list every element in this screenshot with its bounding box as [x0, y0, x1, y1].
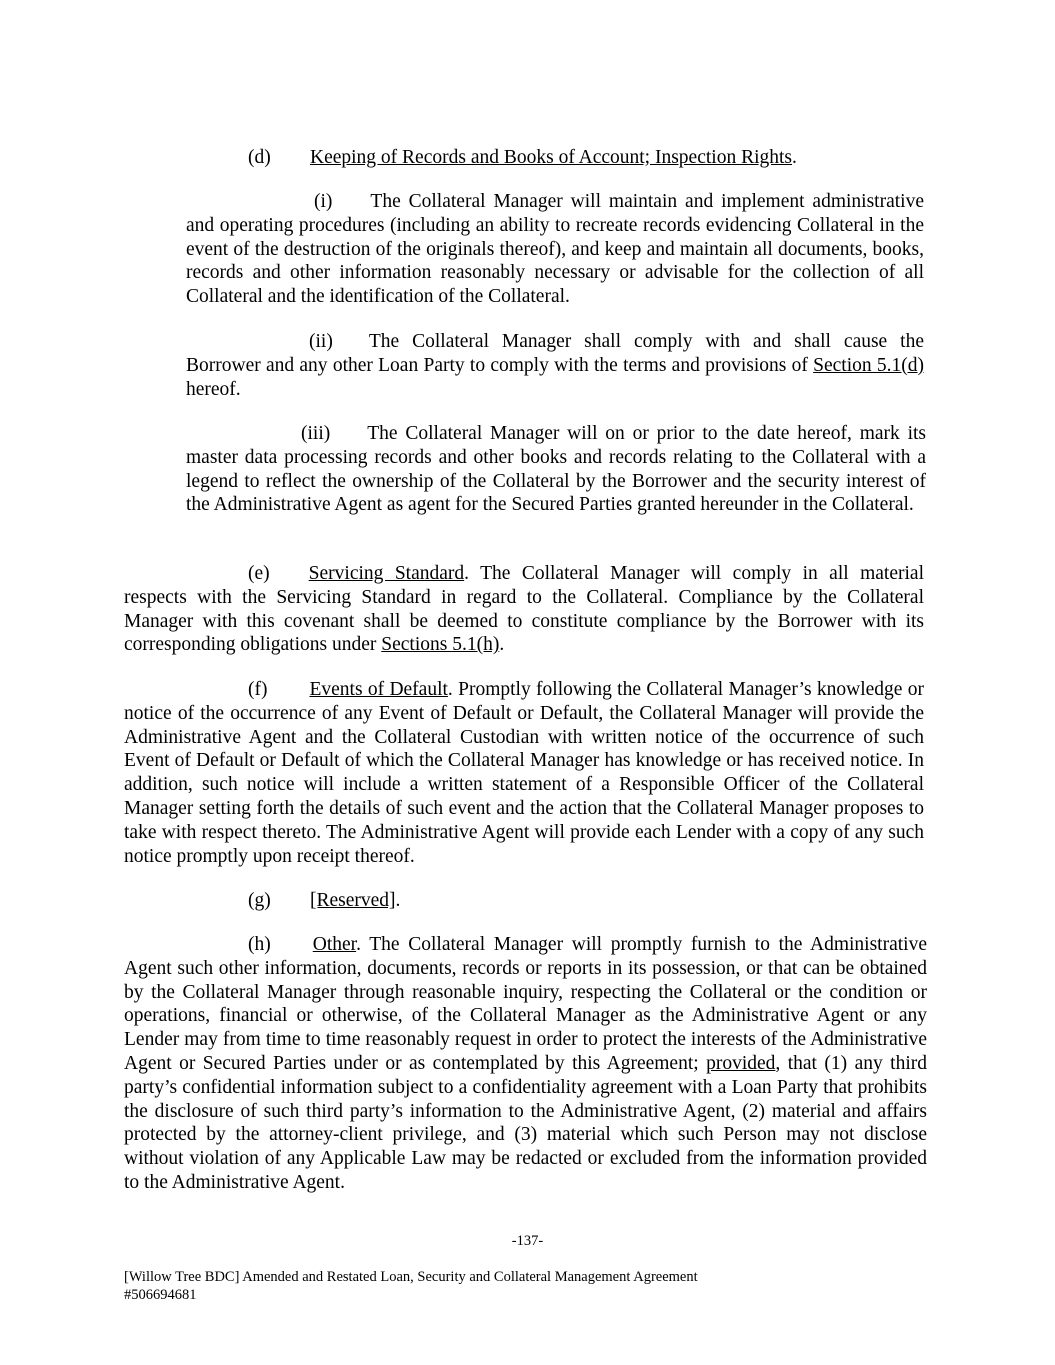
section-h-paragraph: (h) Other. The Collateral Manager will promptly furnish to the Administrative Agent such other information, documents, records or reports in its possession, or that can be obtained by the Collateral Manager through reasonable inquiry, respecting the Collateral or the condition or operations, financial or otherwise, of the Collateral Manager as the Administrative Agent or any Lender may from time to time reasonably request in order to protect the interests of the Administrative Agent or Secured Parties under or as contemplated by this Agreement; provided, that (1) any third party’s confidential information subject to a confidentiality agreement with a Loan Party that prohibits the disclosure of such third party’s information to the Administrative Agent, (2) material and affairs protected by the attorney-client privilege, and (3) material which such Person may not disclose without violation of any Applicable Law may be redacted or excluded from the information provided to the Administrative Agent.	[124, 934, 927, 1193]
section-g-marker: (g)	[248, 890, 271, 911]
section-h-title: Other	[312, 934, 357, 955]
section-f-paragraph	[124, 678, 924, 868]
footer-title: [Willow Tree BDC] Amended and Restated Loan, Security and Collateral Management Agreement	[124, 1269, 698, 1285]
section-d-ii-marker: (ii)	[309, 331, 333, 352]
footer-doc-id: #506694681	[124, 1287, 197, 1303]
provided-term: provided	[706, 1052, 776, 1074]
document-footer	[124, 1268, 698, 1304]
section-d-iii-text: The Collateral Manager will on or prior to the date hereof, mark its master data processing records and other books and records relating to the Collateral with a legend to reflect the ownership of the Collateral by the Borrower and the security interest of the Administrative Agent as agent for the Secured Parties granted hereunder in the Collateral.	[186, 423, 926, 516]
section-g-title: [Reserved]	[310, 890, 396, 911]
section-d-iii-marker: (iii)	[301, 423, 331, 444]
section-e-title: Servicing Standard	[308, 563, 465, 584]
sections-5-1-h-ref: Sections 5.1(h)	[381, 634, 500, 656]
document-page: (d) Keeping of Records and Books of Account; Inspection Rights. (i) The Collateral Manager will maintain and implement administrative and operating procedures (including an ability to recreate records evidencing Collateral in the event of the destruction of the originals thereof), and keep and maintain all documents, books, records and other information reasonably necessary or advisable for the collection of all Collateral and the identification of the Collateral. (ii) The Collateral Manager shall comply with and shall cause the Borrower and any other Loan Party to comply with the terms and provisions of Section 5.1(d) hereof. (iii) The Collateral Manager will on or prior to the date hereof, mark its master data processing records and other books and records relating to the Collateral with a legend to reflect the ownership of the Collateral by the Borrower and the security interest of the Administrative Agent as agent for the Secured Parties granted hereunder in the Collateral. (e) Servicing Standard. The Collateral Manager will comply in all material respects with the Servicing Standard in regard to the Collateral. Compliance by the Collateral Manager with this covenant shall be deemed to constitute compliance by the Borrower with its corresponding obligations under Sections 5.1(h). (f) Events of Default. Promptly following the Collateral Manager’s knowledge or notice of the occurrence of any Event of Default or Default, the Collateral Manager will provide the Administrative Agent and the Collateral Custodian with written notice of the occurrence of such Event of Default or Default of which the Collateral Manager has knowledge or has received notice. In addition, such notice will include a written statement of a Responsible Officer of the Collateral Manager setting forth the details of such event and the action that the Collateral Manager proposes to take with respect thereto. The Administrative Agent will provide each Lender with a copy of any such notice promptly upon receipt thereof. (g) [Reserved]. (h) Other. The Collateral Manager will promptly furnish to the Administrative Agent such other information, documents, records or reports in its possession, or that can be obtained by the Collateral Manager through reasonable inquiry, respecting the Collateral or the condition or operations, financial or otherwise, of the Collateral Manager as the Administrative Agent or any Lender may from time to time reasonably request in order to protect the interests of the Administrative Agent or Secured Parties under or as contemplated by this Agreement; provided, that (1) any third party’s confidential information subject to a confidentiality agreement with a Loan Party that prohibits the disclosure of such third party’s information to the Administrative Agent, (2) material and affairs protected by the attorney-client privilege, and (3) material which such Person may not disclose without violation of any Applicable Law may be redacted or excluded from the information provided to the Administrative Agent. -137- [Willow Tree BDC] Amended and Restated Loan, Security and Collateral Management Agreement #506694681	[0, 0, 1055, 1365]
section-d-iii-paragraph	[186, 422, 926, 517]
section-5-1-d-ref: Section 5.1(d)	[813, 354, 924, 376]
section-f-title: Events of Default	[309, 679, 448, 700]
section-f-text: . Promptly following the Collateral Manager’s knowledge or notice of the occurrence of any Event of Default or Default, the Collateral Manager will provide the Administrative Agent and the Collateral Custodian with written notice of the occurrence of such Event of Default or Default of which the Collateral Manager has knowledge or has received notice. In addition, such notice will include a written statement of a Responsible Officer of the Collateral Manager setting forth the details of such event and the action that the Collateral Manager proposes to take with respect thereto. The Administrative Agent will provide each Lender with a copy of any such notice promptly upon receipt thereof.	[124, 679, 924, 867]
section-e-paragraph: (e) Servicing Standard. The Collateral Manager will comply in all material respects with the Servicing Standard in regard to the Collateral. Compliance by the Collateral Manager with this covenant shall be deemed to constitute compliance by the Borrower with its corresponding obligations under Sections 5.1(h).	[124, 563, 924, 656]
page-number: -137-	[511, 1233, 544, 1249]
section-e-marker: (e)	[248, 563, 270, 584]
section-d-i-paragraph	[186, 190, 924, 309]
section-d-marker: (d)	[248, 147, 271, 168]
section-d-i-text: The Collateral Manager will maintain and implement administrative and operating procedures (including an ability to recreate records evidencing Collateral in the event of the destruction of the originals thereof), and keep and maintain all documents, books, records and other information reasonably necessary or advisable for the collection of all Collateral and the identification of the Collateral.	[186, 191, 924, 308]
section-h-marker: (h)	[248, 934, 271, 955]
section-d-title: Keeping of Records and Books of Account; Inspection Rights	[310, 147, 793, 168]
section-f-marker: (f)	[248, 679, 268, 700]
section-d-ii-paragraph: (ii) The Collateral Manager shall comply with and shall cause the Borrower and any other Loan Party to comply with the terms and provisions of Section 5.1(d) hereof.	[186, 331, 924, 400]
section-d-i-marker: (i)	[314, 191, 333, 212]
